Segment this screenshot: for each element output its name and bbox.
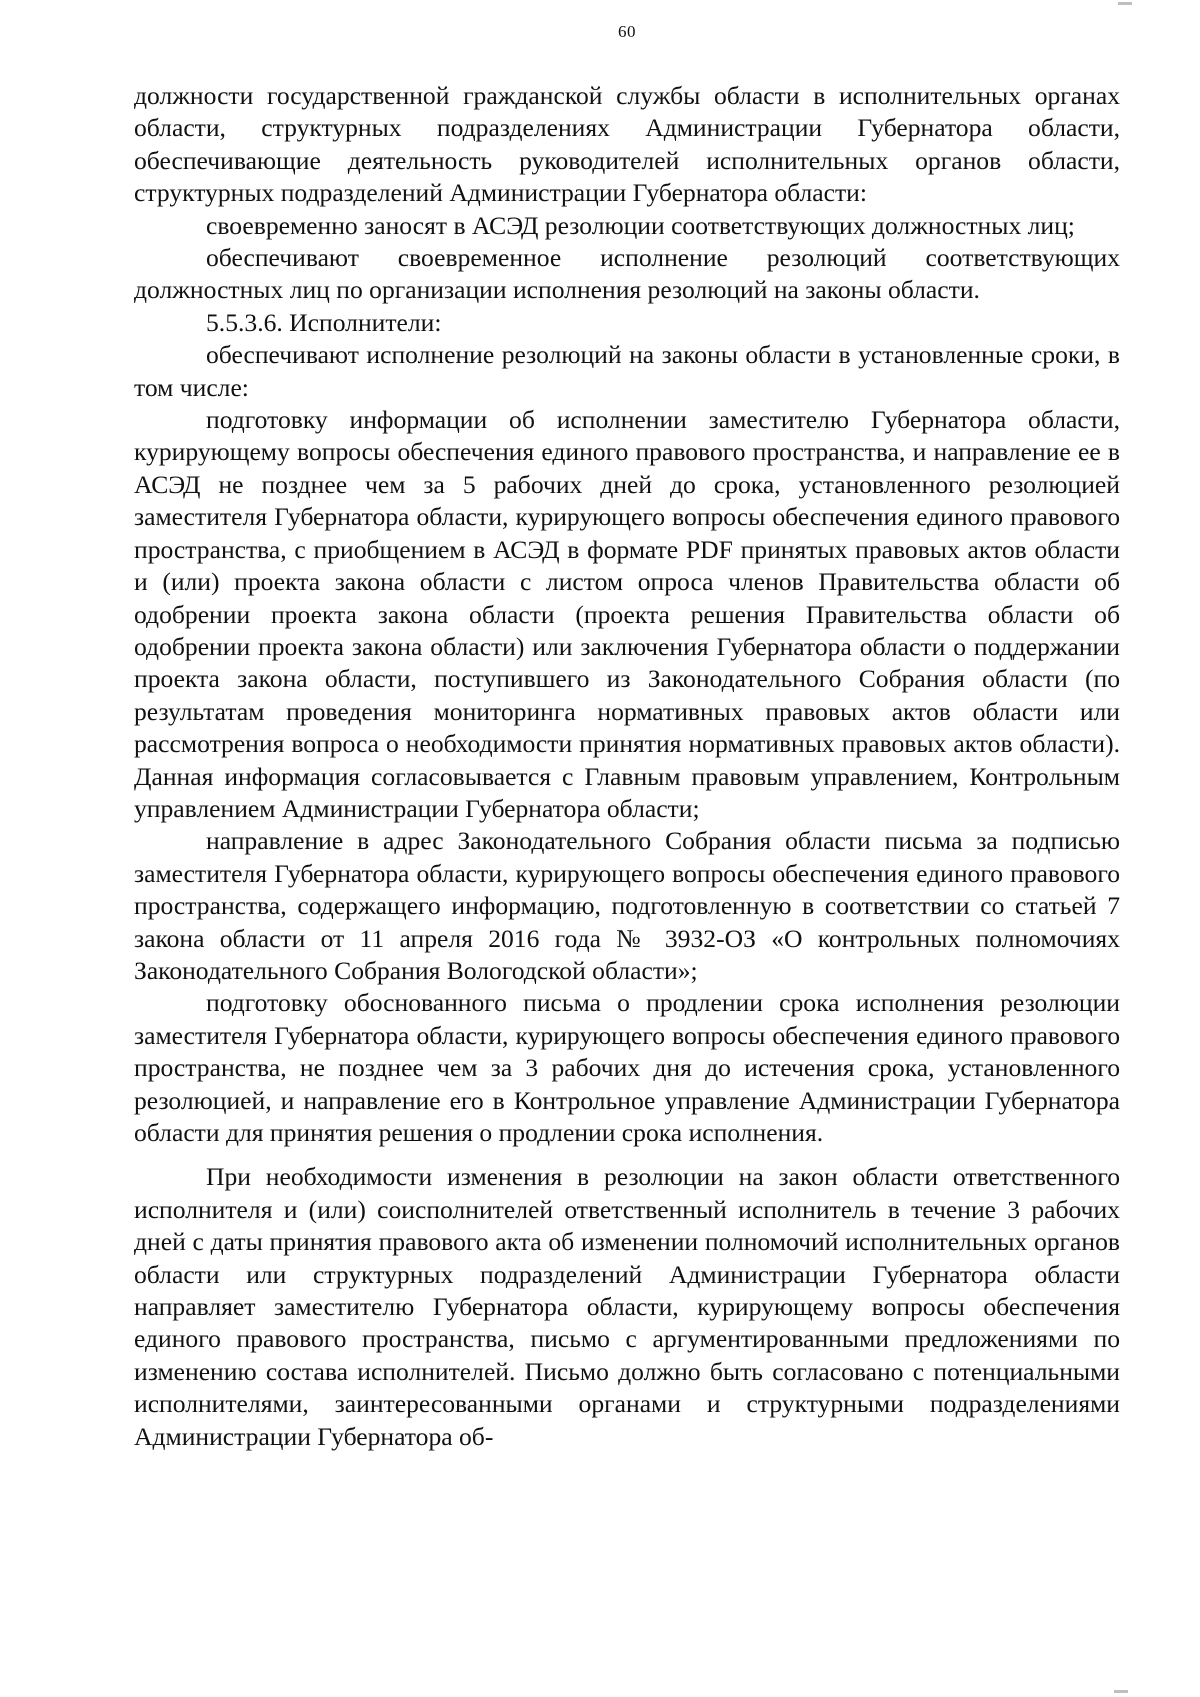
page-number: 60 [618,22,636,41]
section-heading: 5.5.3.6. Исполнители: [206,307,442,337]
paragraph: подготовку информации об исполнении заместителю Губернатора области, курирующему вопросы обеспечения единого правового пространства, и направление ее в АСЭД не позднее чем за 5 рабочих дней до срока, установленного резолюцией заместителя Губернатора области, курирующего вопросы обеспечения единого правового пространства, с приобщением в АСЭД в формате PDF принятых правовых актов области и (или) проекта закона области с листом опроса членов Правительства области об одобрении проекта закона области (проекта решения Правительства области об одобрении проекта закона области) или заключения Губернатора области о поддержании проекта закона области, поступившего из Законодательного Собрания области (по результатам проведения мониторинга нормативных правовых актов области или рассмотрения вопроса о необходимости принятия нормативных правовых актов области). Данная информация согласовывается с Главным правовым управлением, Контрольным управлением Администрации Губернатора области; [134,405,1120,823]
paragraph: направление в адрес Законодательного Собрания области письма за подписью заместителя Губернатора области, курирующего вопросы обеспечения единого правового пространства, содержащего информацию, подготовленную в соответствии со статьей 7 закона области от 11 апреля 2016 года № 3932-ОЗ «О контрольных полномочиях Законодательного Собрания Вологодской области»; [134,826,1120,985]
paragraph: При необходимости изменения в резолюции на закон области ответственного исполнителя и (или) соисполнителей ответственный исполнитель в течение 3 рабочих дней с даты принятия правового акта об изменении полномочий исполнительных органов области или структурных подразделений Администрации Губернатора области направляет заместителю Губернатора области, курирующему вопросы обеспечения единого правового пространства, письмо с аргументированными предложениями по изменению состава исполнителей. Письмо должно быть согласовано с потенциальными исполнителями, заинтересованными органами и структурными подразделениями Администрации Губернатора об- [134,1162,1120,1451]
paragraph: должности государственной гражданской службы области в исполнительных органах области, структурных подразделениях Администрации Губернатора области, обеспечивающие деятельность руководителей исполнительных органов области, структурных подразделений Администрации Губернатора области: [134,81,1120,208]
scan-artifact [1114,1690,1128,1693]
paragraph: обеспечивают своевременное исполнение резолюций соответствующих должностных лиц по организации исполнения резолюций на законы области. [134,243,1120,305]
scan-artifact [1118,2,1132,5]
paragraph: обеспечивают исполнение резолюций на законы области в установленные сроки, в том числе: [134,340,1120,402]
document-body [134,80,1120,1453]
paragraph: подготовку обоснованного письма о продлении срока исполнения резолюции заместителя Губернатора области, курирующего вопросы обеспечения единого правового пространства, не позднее чем за 3 рабочих дня до истечения срока, установленного резолюцией, и направление его в Контрольное управление Администрации Губернатора области для принятия решения о продлении срока исполнения. [134,988,1120,1147]
paragraph: своевременно заносят в АСЭД резолюции соответствующих должностных лиц; [206,210,1075,240]
